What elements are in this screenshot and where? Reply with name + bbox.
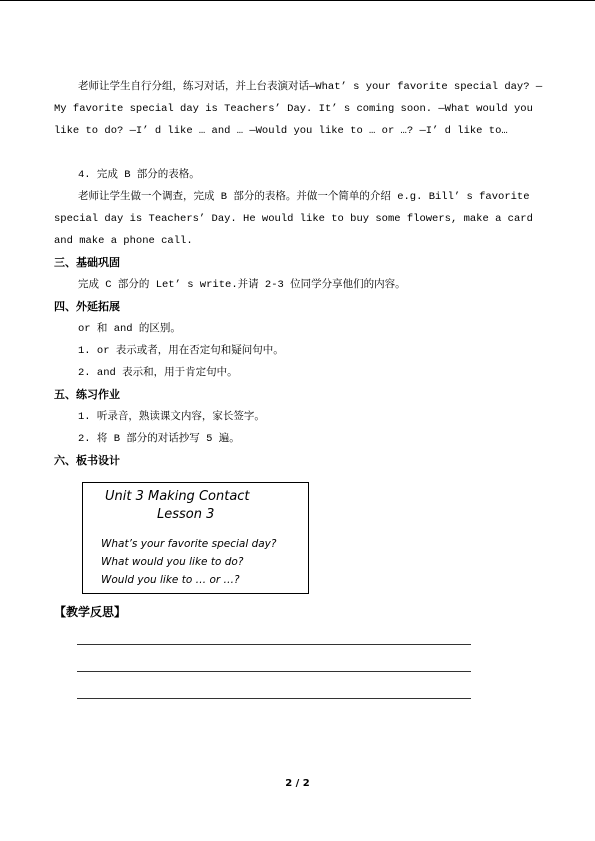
section-4-line-3: 2. and 表示和，用于肯定句中。 bbox=[78, 367, 238, 379]
section-4-heading: 四、外延拓展 bbox=[54, 300, 120, 313]
reflection-heading: 【教学反思】 bbox=[54, 605, 127, 619]
section-5-line-1: 1. 听录音，熟读课文内容，家长签字。 bbox=[78, 411, 265, 423]
section-5-line-2: 2. 将 B 部分的对话抄写 5 遍。 bbox=[78, 433, 240, 445]
board-subtitle: Lesson 3 bbox=[157, 507, 215, 522]
section-3-text: 完成 C 部分的 Let’ s write.并请 2-3 位同学分享他们的内容。 bbox=[78, 279, 406, 291]
paragraph-dialogue: 老师让学生自行分组，练习对话，并上台表演对话—What’ s your favorite special day? —My favorite special day is Teachers’ Day. It’ s coming soon. —What would you like to do? —I’ d like … and … —Would you like to … or …? —I’ d like to… bbox=[54, 81, 543, 137]
board-line-1: What’s your favorite special day? bbox=[101, 538, 277, 550]
board-line-3: Would you like to … or …? bbox=[101, 574, 240, 586]
paragraph-survey: 老师让学生做一个调查，完成 B 部分的表格。并做一个简单的介绍 e.g. Bill’ s favorite special day is Teachers’ Day. He would like to buy some flowers, make a card and make a phone call. bbox=[54, 191, 533, 247]
blackboard-design-box bbox=[82, 482, 309, 594]
page-number: 2 / 2 bbox=[285, 778, 310, 789]
writing-line-2 bbox=[77, 671, 471, 672]
section-3-heading: 三、基础巩固 bbox=[54, 256, 120, 269]
section-4-line-2: 1. or 表示或者，用在否定句和疑问句中。 bbox=[78, 345, 284, 357]
section-4-line-1: or 和 and 的区别。 bbox=[78, 323, 181, 335]
section-6-heading: 六、板书设计 bbox=[54, 454, 120, 467]
board-line-2: What would you like to do? bbox=[101, 556, 244, 568]
section-5-heading: 五、练习作业 bbox=[54, 388, 120, 401]
board-title: Unit 3 Making Contact bbox=[105, 489, 250, 504]
writing-line-1 bbox=[77, 644, 471, 645]
list-item-4: 4. 完成 B 部分的表格。 bbox=[78, 169, 200, 181]
writing-line-3 bbox=[77, 698, 471, 699]
header-rule bbox=[0, 0, 595, 1]
